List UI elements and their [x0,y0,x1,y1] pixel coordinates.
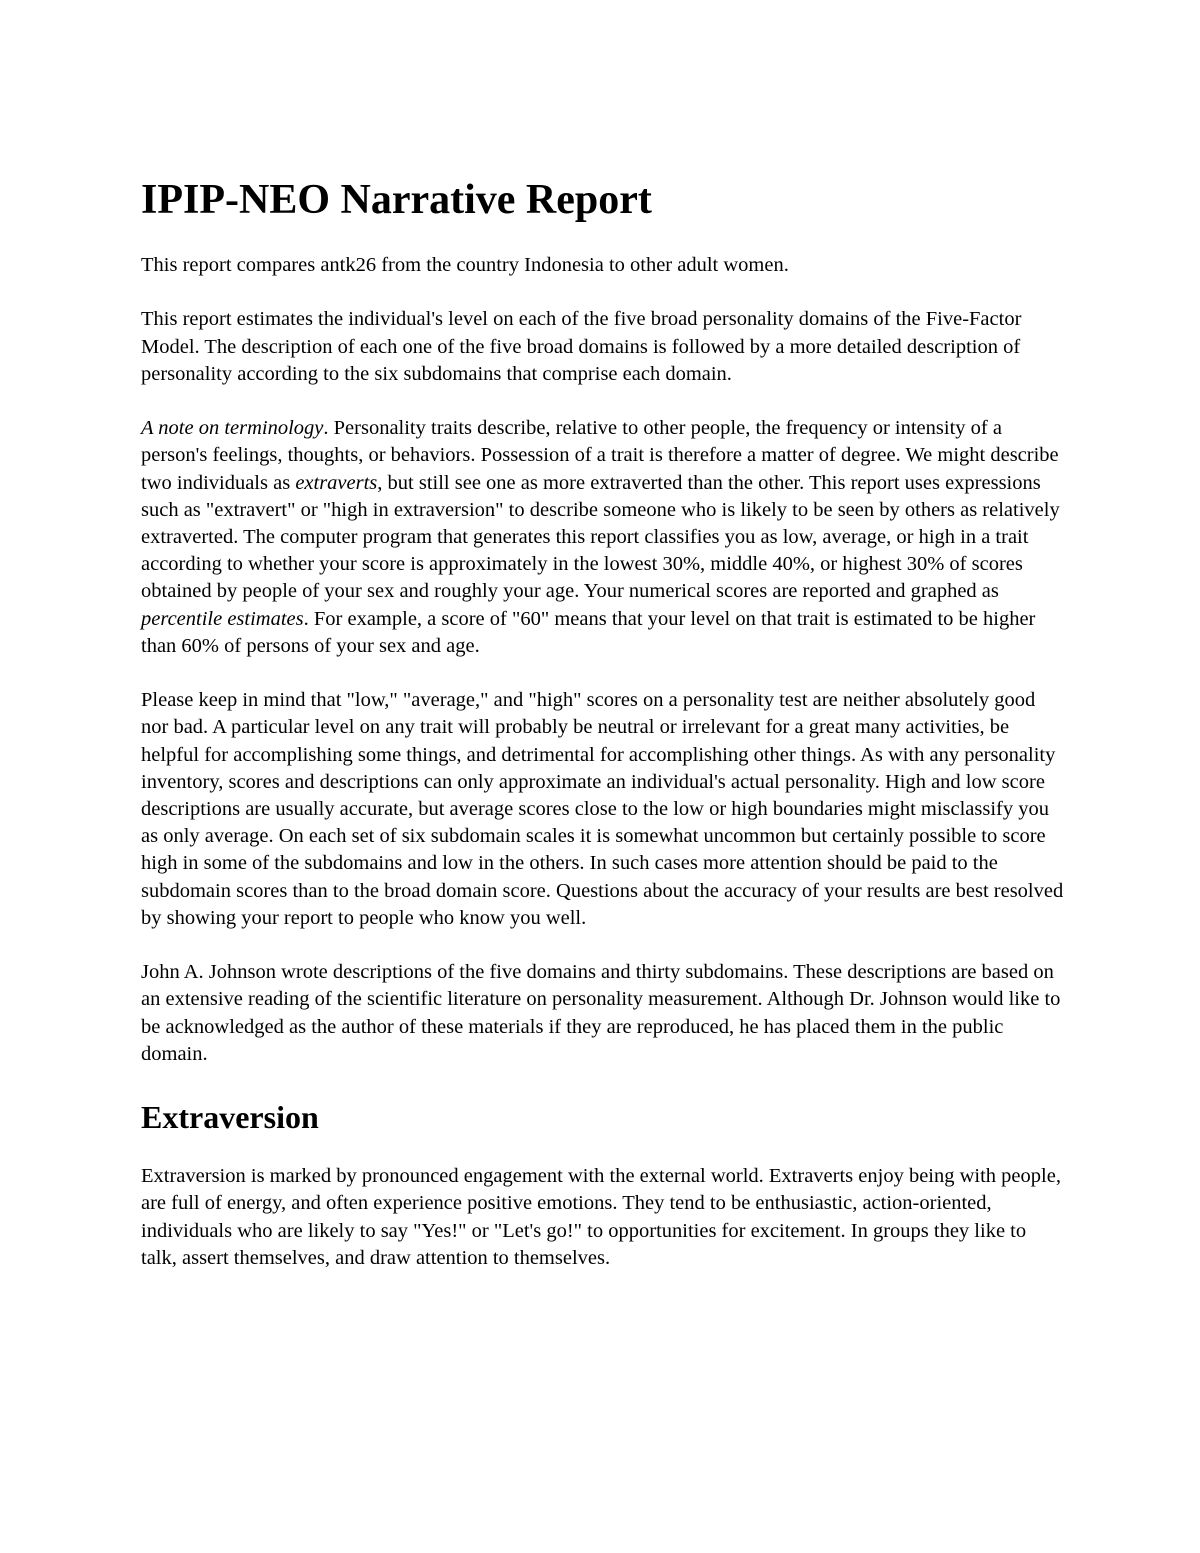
page-title: IPIP-NEO Narrative Report [141,177,652,223]
terminology-label: A note on terminology [141,417,324,440]
extraversion-heading: Extraversion [141,1099,319,1136]
intro-paragraph: This report compares antk26 from the country Indonesia to other adult women. [141,254,789,276]
estimates-paragraph: This report estimates the individual's level on each of the five broad personality domains of the Five-Factor Model. The description of each one of the five broad domains is followed by a more detailed description of personality according to the six subdomains that comprise each domain. [141,308,1022,385]
terminology-emphasis-percentile: percentile estimates [141,607,304,630]
extraversion-description: Extraversion is marked by pronounced engagement with the external world. Extraverts enjoy being with people, are full of energy, and often experience positive emotions. They tend to be enthusiastic, action-oriented, individuals who are likely to say "Yes!" or "Let's go!" to opportunities for excitement. In groups they like to talk, assert themselves, and draw attention to themselves. [141,1165,1061,1269]
terminology-text-2: , but still see one as more extraverted than the other. This report uses expressions such as "extravert" or "high in extraversion" to describe someone who is likely to be seen by others as relatively extraverted. The computer program that generates this report classifies you as low, average, or high in a trait according to whether your score is approximately in the lowest 30%, middle 40%, or highest 30% of scores obtained by people of your sex and roughly your age. Your numerical scores are reported and graphed as [141,471,1060,603]
report-page [141,172,1066,1299]
terminology-paragraph [141,415,1066,660]
terminology-emphasis-extraverts: extraverts [295,471,378,494]
terminology-text-1: . Personality traits describe, relative to other people, the frequency or intensity of a person's feelings, thoughts, or behaviors. Possession of a trait is therefore a matter of degree. We might describe two individuals as [141,417,1059,494]
author-paragraph: John A. Johnson wrote descriptions of the five domains and thirty subdomains. These descriptions are based on an extensive reading of the scientific literature on personality measurement. Although Dr. Johnson would like to be acknowledged as the author of these materials if they are reproduced, he has placed them in the public domain. [141,961,1061,1065]
terminology-text-3: . For example, a score of "60" means that your level on that trait is estimated to be higher than 60% of persons of your sex and age. [141,607,1036,657]
keep-in-mind-paragraph: Please keep in mind that "low," "average," and "high" scores on a personality test are neither absolutely good nor bad. A particular level on any trait will probably be neutral or irrelevant for a great many activities, be helpful for accomplishing some things, and detrimental for accomplishing other things. As with any personality inventory, scores and descriptions can only approximate an individual's actual personality. High and low score descriptions are usually accurate, but average scores close to the low or high boundaries might misclassify you as only average. On each set of six subdomain scales it is somewhat uncommon but certainly possible to score high in some of the subdomains and low in the others. In such cases more attention should be paid to the subdomain scores than to the broad domain score. Questions about the accuracy of your results are best resolved by showing your report to people who know you well. [141,689,1064,929]
